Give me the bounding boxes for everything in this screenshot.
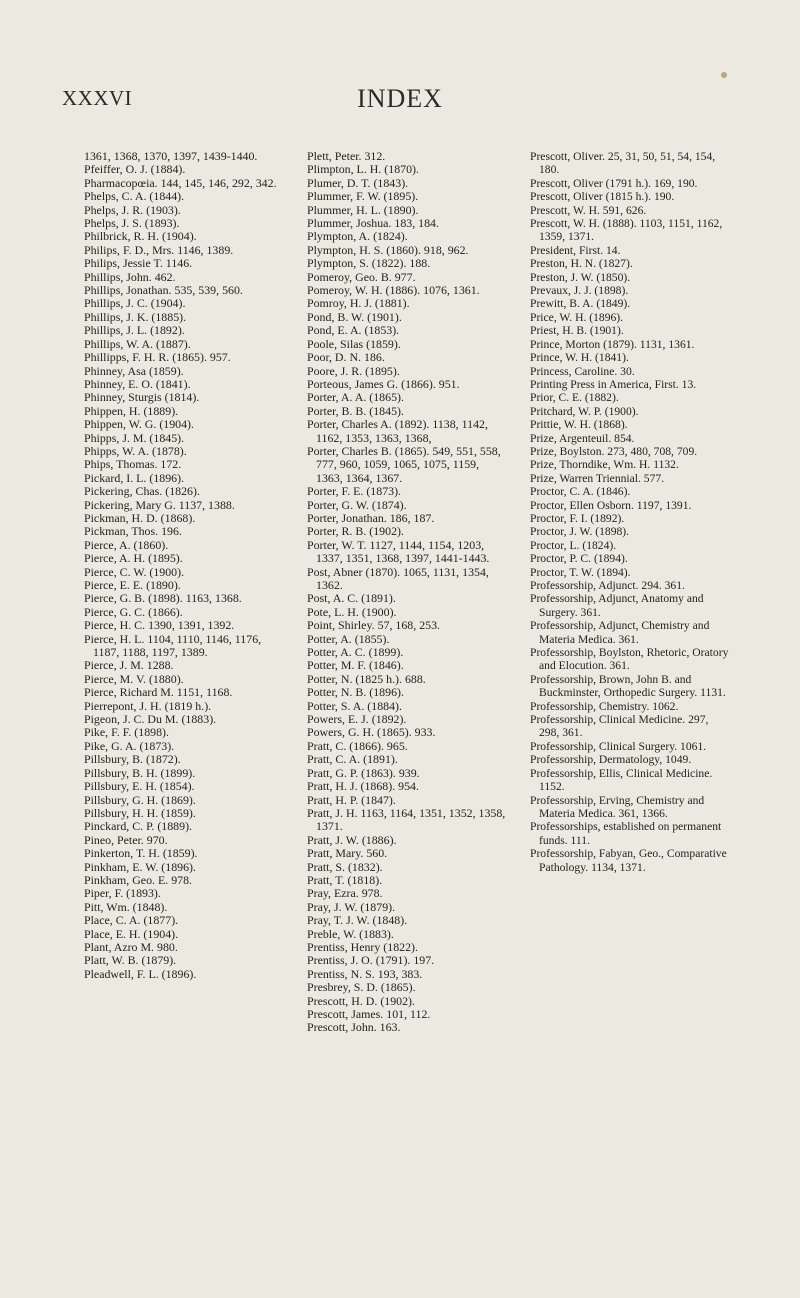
index-entry: Pratt, T. (1818). (307, 872, 383, 887)
index-entry: Powers, E. J. (1892). (307, 712, 407, 727)
index-entry: Professorship, Brown, John B. and Buckminster, Orthopedic Surgery. 1131. (530, 672, 726, 700)
index-entry: Princess, Caroline. 30. (530, 364, 635, 378)
index-entry: Pierce, A. (1860). (84, 537, 169, 552)
index-entry: Pierce, Richard M. 1151, 1168. (84, 685, 233, 700)
index-entry: Pratt, S. (1832). (307, 859, 383, 874)
ink-spot (721, 72, 727, 78)
index-entry: Pierce, C. W. (1900). (84, 564, 185, 579)
index-entry: Plant, Azro M. 980. (84, 939, 178, 954)
index-entry: Prize, Thorndike, Wm. H. 1132. (530, 458, 679, 472)
index-columns (84, 150, 732, 1270)
index-entry: Pierce, E. E. (1890). (84, 578, 181, 592)
index-entry: Professorship, Clinical Surgery. 1061. (530, 739, 707, 753)
index-entry: Plympton, H. S. (1860). 918, 962. (307, 242, 469, 257)
index-entry: Professorships, established on permanent funds. 111. (530, 820, 722, 847)
index-entry: Post, A. C. (1891). (307, 591, 396, 606)
index-entry: Professorship, Chemistry. 1062. (530, 699, 679, 713)
index-entry: Prescott, H. D. (1902). (307, 993, 415, 1008)
index-entry: Professorship, Fabyan, Geo., Comparative Pathology. 1134, 1371. (530, 847, 727, 874)
index-entry: Prentiss, N. S. 193, 383. (307, 966, 423, 981)
index-entry: Printing Press in America, First. 13. (530, 377, 697, 391)
index-entry: Porter, A. A. (1865). (307, 390, 404, 405)
index-entry: Professorship, Boylston, Rhetoric, Oratory and Elocution. 361. (530, 646, 729, 673)
index-entry: Pierce, G. C. (1866). (84, 604, 183, 619)
index-entry: Proctor, F. I. (1892). (530, 511, 625, 525)
index-entry: Plimpton, L. H. (1870). (307, 162, 419, 177)
index-entry: Potter, A. C. (1899). (307, 645, 404, 660)
index-entry: Plympton, S. (1822). 188. (307, 256, 431, 271)
index-entry: Potter, S. A. (1884). (307, 698, 402, 713)
index-entry: Point, Shirley. 57, 168, 253. (307, 618, 441, 633)
index-entry: Price, W. H. (1896). (530, 310, 624, 324)
index-entry: Philips, Jessie T. 1146. (84, 256, 193, 271)
index-entry: Pierce, A. H. (1895). (84, 551, 183, 566)
index-entry: Pratt, G. P. (1863). 939. (307, 765, 420, 780)
index-entry: Prescott, Oliver (1791 h.). 169, 190. (530, 176, 698, 190)
index-entry: Pritchard, W. P. (1900). (530, 404, 639, 418)
index-entry: Prentiss, J. O. (1791). 197. (307, 953, 435, 968)
index-entry: Plympton, A. (1824). (307, 229, 408, 244)
index-entry: Place, E. H. (1904). (84, 926, 179, 941)
index-entry: Pratt, C. (1866). 965. (307, 738, 408, 753)
index-entry: Powers, G. H. (1865). 933. (307, 725, 436, 740)
index-entry: Post, Abner (1870). 1065, 1131, 1354, 1362. (307, 564, 489, 592)
index-entry: President, First. 14. (530, 243, 621, 257)
index-entry: Plummer, H. L. (1890). (307, 202, 419, 217)
index-entry: Preble, W. (1883). (307, 926, 394, 941)
index-entry: Pratt, J. W. (1886). (307, 832, 397, 847)
index-entry: Porter, F. E. (1873). (307, 484, 402, 499)
index-entry: Pierce, H. L. 1104, 1110, 1146, 1176, 1187, 1188, 1197, 1389. (84, 631, 262, 660)
index-entry: Pillsbury, E. H. (1854). (84, 779, 195, 794)
index-entry: Phillipps, F. H. R. (1865). 957. (84, 350, 231, 365)
index-entry: Potter, N. (1825 h.). 688. (307, 671, 426, 686)
index-entry: Pickard, I. L. (1896). (84, 470, 185, 485)
index-entry: Professorship, Clinical Medicine. 297, 298, 361. (530, 713, 709, 740)
index-column-2 (307, 150, 508, 1270)
index-entry: Prize, Warren Triennial. 577. (530, 471, 665, 485)
index-entry: Pond, B. W. (1901). (307, 309, 402, 324)
index-entry: Prescott, John. 163. (307, 1020, 401, 1035)
index-entry: Pierce, H. C. 1390, 1391, 1392. (84, 618, 235, 633)
index-entry: Phinney, Sturgis (1814). (84, 390, 200, 405)
index-entry: Pray, T. J. W. (1848). (307, 913, 408, 928)
index-entry: Professorship, Dermatology, 1049. (530, 753, 692, 767)
index-entry: Prior, C. E. (1882). (530, 391, 619, 405)
index-entry: Platt, W. B. (1879). (84, 953, 177, 968)
index-entry: Phillips, W. A. (1887). (84, 336, 191, 351)
index-entry: Plett, Peter. 312. (307, 149, 386, 163)
index-entry: Pillsbury, B. (1872). (84, 752, 181, 767)
index-entry: Pinkerton, T. H. (1859). (84, 846, 198, 861)
index-entry: Prince, Morton (1879). 1131, 1361. (530, 337, 695, 351)
index-entry: Prescott, Oliver. 25, 31, 50, 51, 54, 154, 180. (530, 150, 716, 177)
index-entry: Phipps, W. A. (1878). (84, 443, 187, 458)
index-entry: Pratt, H. P. (1847). (307, 792, 396, 807)
index-entry: Pratt, H. J. (1868). 954. (307, 779, 419, 794)
index-entry: Proctor, C. A. (1846). (530, 485, 631, 499)
index-entry: Plummer, F. W. (1895). (307, 189, 419, 204)
index-entry: Pillsbury, G. H. (1869). (84, 792, 196, 807)
index-entry: Pomroy, H. J. (1881). (307, 296, 410, 311)
index-entry: Prescott, W. H. 591, 626. (530, 203, 647, 217)
index-entry: Phillips, J. L. (1892). (84, 323, 185, 338)
index-entry: Pray, Ezra. 978. (307, 886, 383, 901)
index-entry: Phippen, W. G. (1904). (84, 417, 194, 432)
index-entry: Pike, G. A. (1873). (84, 738, 175, 753)
index-entry: Pomeroy, Geo. B. 977. (307, 269, 416, 284)
index-column-3 (530, 150, 731, 1270)
index-entry: Porter, Charles A. (1892). 1138, 1142, 1162, 1353, 1363, 1368, (307, 417, 488, 445)
index-entry: Pharmacopœia. 144, 145, 146, 292, 342. (84, 175, 277, 190)
index-entry: Potter, N. B. (1896). (307, 685, 404, 700)
index-entry: Philbrick, R. H. (1904). (84, 229, 197, 244)
index-entry: Pillsbury, H. H. (1859). (84, 805, 196, 820)
index-entry: Porter, R. B. (1902). (307, 524, 404, 539)
index-entry: Prince, W. H. (1841). (530, 351, 629, 365)
index-entry: Prittie, W. H. (1868). (530, 418, 628, 432)
index-entry: Place, C. A. (1877). (84, 913, 179, 928)
index-entry: Prentiss, Henry (1822). (307, 939, 418, 954)
index-entry: Phillips, J. K. (1885). (84, 309, 187, 324)
index-entry: Proctor, Ellen Osborn. 1197, 1391. (530, 498, 692, 512)
index-entry: Pickering, Chas. (1826). (84, 484, 200, 499)
index-entry: Porteous, James G. (1866). 951. (307, 376, 460, 391)
index-entry: Porter, Charles B. (1865). 549, 551, 558, 777, 960, 1059, 1065, 1075, 1159, 1363, 1364, 1367. (307, 443, 501, 485)
index-entry: Professorship, Erving, Chemistry and Materia Medica. 361, 1366. (530, 793, 705, 820)
index-entry: Porter, Jonathan. 186, 187. (307, 510, 435, 525)
index-entry: Porter, G. W. (1874). (307, 497, 407, 512)
index-entry: Phippen, H. (1889). (84, 403, 179, 418)
index-entry: Pfeiffer, O. J. (1884). (84, 162, 186, 177)
index-entry: Professorship, Adjunct. 294. 361. (530, 579, 685, 592)
index-entry: Preston, J. W. (1850). (530, 270, 631, 284)
index-entry: Pratt, C. A. (1891). (307, 752, 398, 767)
index-entry: Phinney, E. O. (1841). (84, 376, 191, 391)
index-entry: Porter, B. B. (1845). (307, 403, 404, 418)
index-entry: Philips, F. D., Mrs. 1146, 1389. (84, 242, 234, 257)
index-entry: Pray, J. W. (1879). (307, 899, 396, 914)
index-entry: Proctor, J. W. (1898). (530, 525, 630, 539)
index-entry: Professorship, Ellis, Clinical Medicine. 1152. (530, 766, 713, 794)
page-title: INDEX (357, 84, 443, 113)
index-entry: 1361, 1368, 1370, 1397, 1439-1440. (84, 149, 258, 163)
index-entry: Pineo, Peter. 970. (84, 832, 168, 847)
index-entry: Phips, Thomas. 172. (84, 457, 182, 472)
index-entry: Pinckard, C. P. (1889). (84, 819, 193, 834)
index-entry: Prewitt, B. A. (1849). (530, 297, 631, 311)
index-entry: Prescott, W. H. (1888). 1103, 1151, 1162, 1359, 1371. (530, 217, 723, 244)
index-entry: Professorship, Adjunct, Anatomy and Surgery. 361. (530, 592, 704, 619)
index-entry: Proctor, T. W. (1894). (530, 565, 631, 579)
index-entry: Plumer, D. T. (1843). (307, 175, 409, 190)
index-entry: Priest, H. B. (1901). (530, 324, 624, 338)
index-entry: Proctor, P. C. (1894). (530, 552, 628, 566)
index-entry: Porter, W. T. 1127, 1144, 1154, 1203, 1337, 1351, 1368, 1397, 1441-1443. (307, 537, 490, 566)
page-number: XXXVI (62, 86, 133, 110)
index-entry: Prize, Argenteuil. 854. (530, 431, 635, 445)
index-entry: Pierce, J. M. 1288. (84, 658, 174, 673)
index-entry: Phillips, John. 462. (84, 269, 176, 284)
index-entry: Phillips, Jonathan. 535, 539, 560. (84, 283, 243, 298)
index-entry: Pleadwell, F. L. (1896). (84, 966, 197, 981)
index-entry: Phelps, J. S. (1893). (84, 216, 180, 231)
index-entry: Phipps, J. M. (1845). (84, 430, 185, 445)
index-entry: Pillsbury, B. H. (1899). (84, 765, 196, 780)
index-entry: Prize, Boylston. 273, 480, 708, 709. (530, 444, 698, 458)
index-entry: Plummer, Joshua. 183, 184. (307, 216, 439, 231)
index-entry: Presbrey, S. D. (1865). (307, 980, 416, 995)
index-entry: Pinkham, E. W. (1896). (84, 859, 196, 874)
index-entry: Potter, M. F. (1846). (307, 658, 404, 673)
index-entry: Pigeon, J. C. Du M. (1883). (84, 712, 217, 727)
index-entry: Pond, E. A. (1853). (307, 323, 400, 338)
index-entry: Pierce, G. B. (1898). 1163, 1368. (84, 591, 242, 606)
index-entry: Prescott, James. 101, 112. (307, 1007, 431, 1021)
index-entry: Prescott, Oliver (1815 h.). 190. (530, 190, 675, 204)
index-entry: Potter, A. (1855). (307, 631, 390, 646)
index-entry: Phelps, C. A. (1844). (84, 189, 185, 204)
index-entry: Pratt, J. H. 1163, 1164, 1351, 1352, 1358, 1371. (307, 805, 506, 834)
index-entry: Piper, F. (1893). (84, 886, 161, 901)
index-entry: Prevaux, J. J. (1898). (530, 284, 629, 298)
index-entry: Pierrepont, J. H. (1819 h.). (84, 698, 212, 713)
index-entry: Phelps, J. R. (1903). (84, 202, 181, 217)
index-column-1 (84, 150, 285, 1270)
index-entry: Pierce, M. V. (1880). (84, 671, 184, 686)
index-entry: Professorship, Adjunct, Chemistry and Materia Medica. 361. (530, 619, 710, 646)
index-entry: Poor, D. N. 186. (307, 350, 385, 365)
index-entry: Poore, J. R. (1895). (307, 363, 400, 378)
index-entry: Pike, F. F. (1898). (84, 725, 169, 740)
index-entry: Pickering, Mary G. 1137, 1388. (84, 497, 235, 512)
index-entry: Pickman, H. D. (1868). (84, 510, 196, 525)
index-entry: Pickman, Thos. 196. (84, 524, 182, 539)
index-entry: Pomeroy, W. H. (1886). 1076, 1361. (307, 283, 480, 298)
index-entry: Pratt, Mary. 560. (307, 846, 388, 861)
index-entry: Phillips, J. C. (1904). (84, 296, 186, 311)
index-entry: Pitt, Wm. (1848). (84, 899, 168, 914)
index-entry: Preston, H. N. (1827). (530, 257, 633, 271)
index-entry: Poole, Silas (1859). (307, 336, 401, 351)
index-entry: Pinkham, Geo. E. 978. (84, 872, 192, 887)
index-entry: Pote, L. H. (1900). (307, 604, 397, 619)
index-entry: Phinney, Asa (1859). (84, 363, 184, 378)
index-entry: Proctor, L. (1824). (530, 538, 617, 552)
